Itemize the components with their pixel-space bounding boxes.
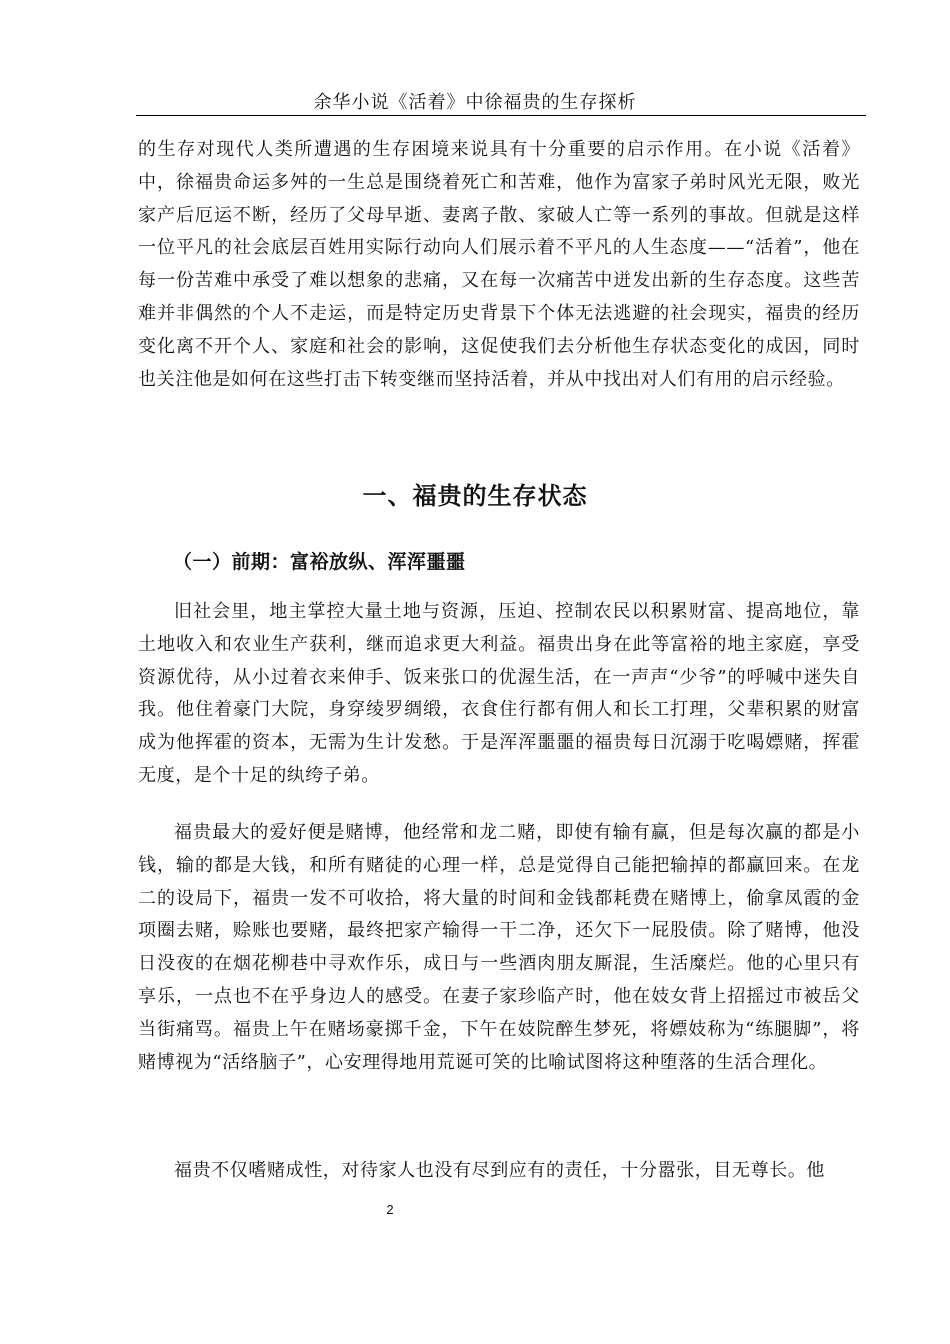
intro-paragraph: 的生存对现代人类所遭遇的生存困境来说具有十分重要的启示作用。在小说《活着》中，徐福贵命运多舛的一生总是围绕着死亡和苦难，他作为富家子弟时风光无限，败光家产后厄运不断，经历了父母早逝、妻离子散、家破人亡等一系列的事故。但就是这样一位平凡的社会底层百姓用实际行动向人们展示着不平凡的人生态度——“活着”，他在每一份苦难中承受了难以想象的悲痛，又在每一次痛苦中迸发出新的生存态度。这些苦难并非偶然的个人不走运，而是特定历史背景下个体无法逃避的社会现实，福贵的经历变化离不开个人、家庭和社会的影响，这促使我们去分析他生存状态变化的成因，同时也关注他是如何在这些打击下转变继而坚持活着，并从中找出对人们有用的启示经验。 <box>138 139 860 390</box>
subsection-heading: （一）前期：富裕放纵、浑浑噩噩 <box>173 551 466 573</box>
gambling-paragraph: 福贵最大的爱好便是赌博，他经常和龙二赌，即使有输有赢，但是每次赢的都是小钱，输的都是大钱，和所有赌徒的心理一样，总是觉得自己能把输掉的都赢回来。在龙二的设局下，福贵一发不可收拾，将大量的时间和金钱都耗费在赌博上，偷拿凤霞的金项圈去赌，赊账也要赌，最终把家产输得一干二净，还欠下一屁股债。除了赌博，他没日没夜的在烟花柳巷中寻欢作乐，成日与一些酒肉朋友厮混，生活糜烂。他的心里只有享乐，一点也不在乎身边人的感受。在妻子家珍临产时，他在妓女背上招摇过市被岳父当街痛骂。福贵上午在赌场豪掷千金，下午在妓院醉生梦死，将嫖妓称为“练腿脚”，将赌博视为“活络脑子”，心安理得地用荒诞可笑的比喻试图将这种堕落的生活合理化。 <box>138 822 860 1073</box>
running-header-title: 余华小说《活着》中徐福贵的生存探析 <box>313 92 637 113</box>
landlord-paragraph: 旧社会里，地主掌控大量土地与资源，压迫、控制农民以积累财富、提高地位，靠土地收入和农业生产获利，继而追求更大利益。福贵出身在此等富裕的地主家庭，享受资源优待，从小过着衣来伸手、饭来张口的优渥生活，在一声声“少爷”的呼喊中迷失自我。他住着豪门大院，身穿绫罗绸缎，衣食住行都有佣人和长工打理，父辈积累的财富成为他挥霍的资本，无需为生计发愁。于是浑浑噩噩的福贵每日沉溺于吃喝嫖赌，挥霍无度，是个十足的纨绔子弟。 <box>138 601 860 786</box>
page-number: 2 <box>386 1202 394 1217</box>
header-divider <box>136 115 866 116</box>
family-paragraph: 福贵不仅嗜赌成性，对待家人也没有尽到应有的责任，十分嚣张，目无尊长。他 <box>174 1160 825 1181</box>
section-heading: 一、福贵的生存状态 <box>362 482 588 510</box>
